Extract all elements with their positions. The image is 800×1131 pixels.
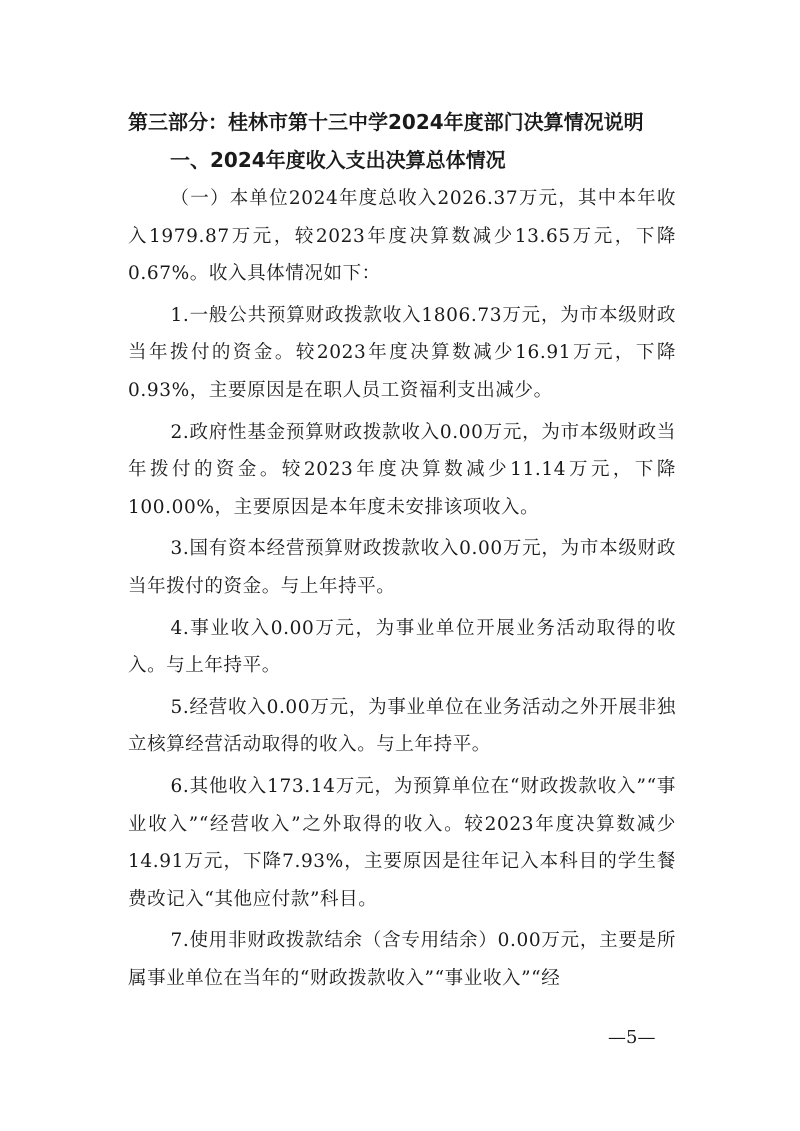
paragraph-other-income: 6.其他收入173.14万元，为预算单位在“财政拨款收入”“事业收入”“经营收入”之外取得的收入。较2023年度决算数减少14.91万元，下降7.93%，主要原因是往年记入本科目的学生餐费改记入“其他应付款”科目。 — [128, 775, 676, 910]
page-number: —5— — [608, 1027, 656, 1048]
paragraph-government-fund-income: 2.政府性基金预算财政拨款收入0.00万元，为市本级财政当年拨付的资金。较2023年度决算数减少11.14万元，下降100.00%，主要原因是本年度未安排该项收入。 — [128, 421, 676, 518]
paragraph-business-income: 4.事业收入0.00万元，为事业单位开展业务活动取得的收入。与上年持平。 — [128, 617, 676, 677]
paragraph-operating-income: 5.经营收入0.00万元，为事业单位在业务活动之外开展非独立核算经营活动取得的收入。与上年持平。 — [128, 696, 676, 756]
paragraph-non-fiscal-balance: 7.使用非财政拨款结余（含专用结余）0.00万元，主要是所属事业单位在当年的“财政拨款收入”“事业收入”“经 — [128, 930, 676, 989]
paragraph-total-income: （一）本单位2024年度总收入2026.37万元，其中本年收入1979.87万元，较2023年度决算数减少13.65万元，下降0.67%。收入具体情况如下： — [128, 188, 676, 285]
paragraph-state-capital-income: 3.国有资本经营预算财政拨款收入0.00万元，为市本级财政当年拨付的资金。与上年持平。 — [128, 538, 676, 597]
paragraph-general-budget-income: 1.一般公共预算财政拨款收入1806.73万元，为市本级财政当年拨付的资金。较2023年度决算数减少16.91万元，下降0.93%，主要原因是在职人员工资福利支出减少。 — [128, 304, 676, 401]
section-heading: 一、2024年度收入支出决算总体情况 — [170, 148, 506, 172]
document-body — [128, 180, 676, 1001]
page-title: 第三部分：桂林市第十三中学2024年度部门决算情况说明 — [128, 110, 644, 134]
